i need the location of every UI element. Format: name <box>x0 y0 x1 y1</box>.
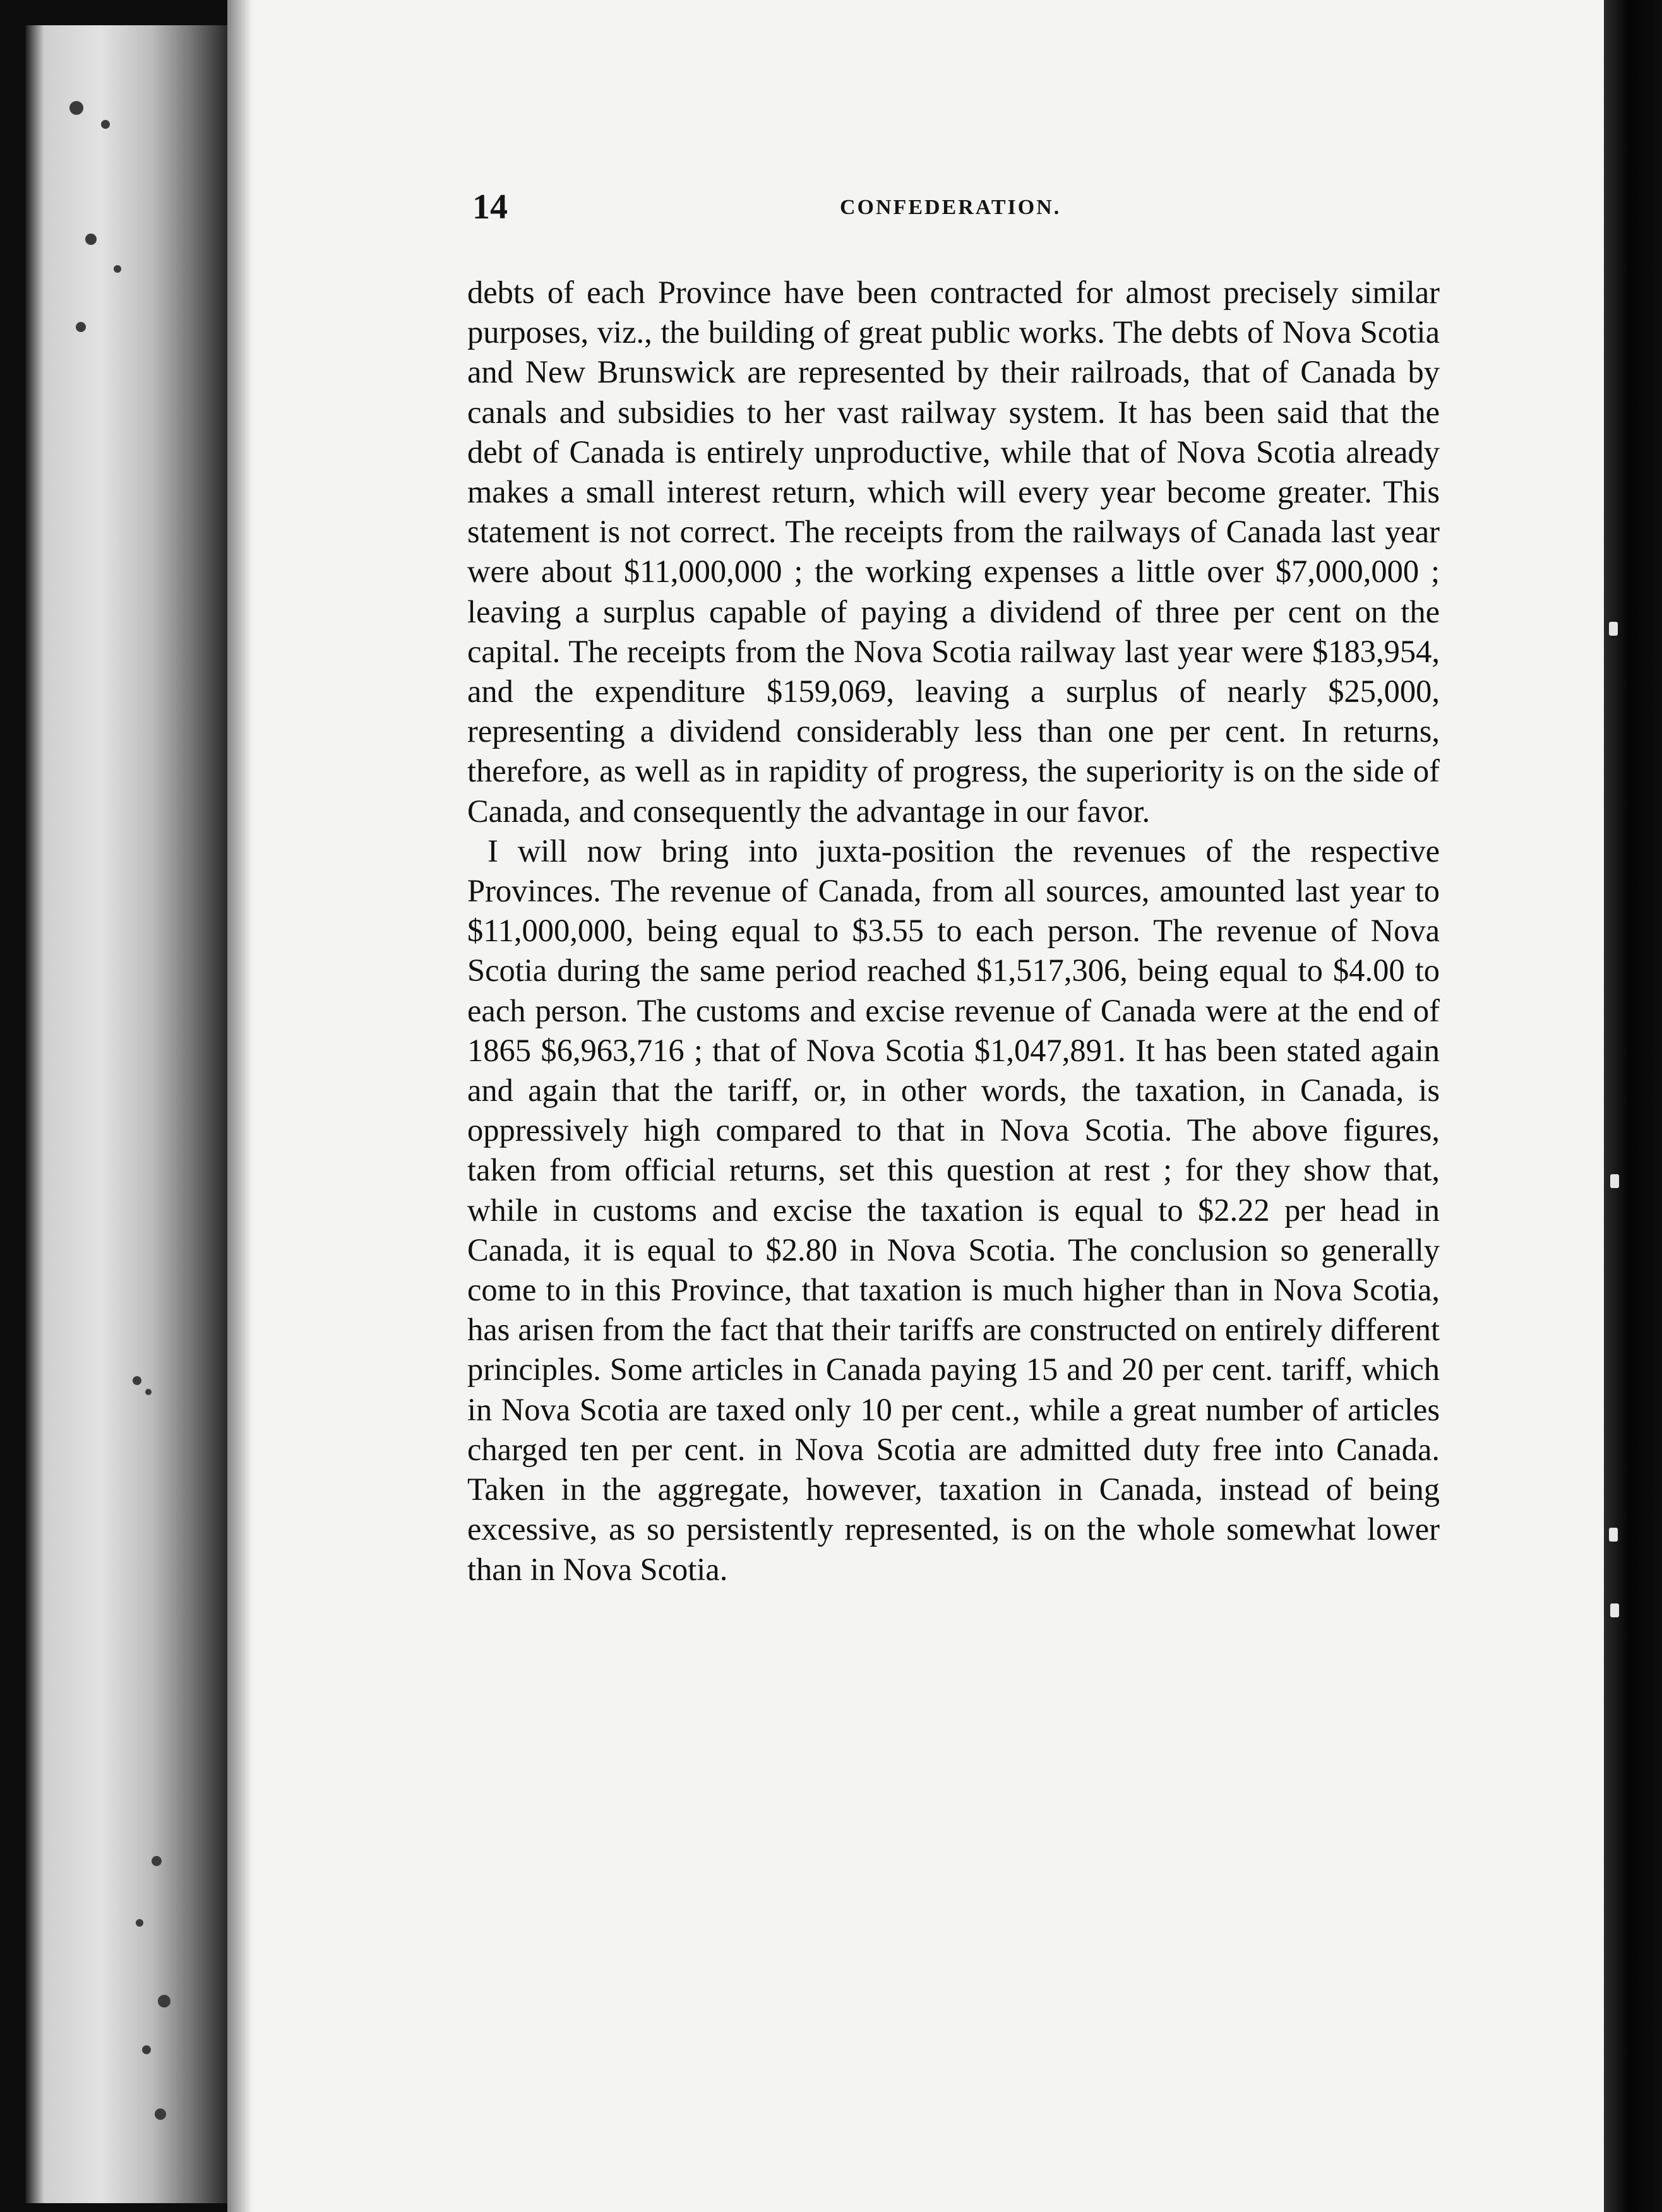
body-text <box>467 273 1440 1590</box>
paragraph: debts of each Province have been contracted for almost precisely similar purposes, viz., the building of great public works. The debts of Nova Scotia and New Brunswick are represented by their railroads, that of Canada by canals and subsidies to her vast railway system. It has been said that the debt of Canada is entirely unproductive, while that of Nova Scotia already makes a small interest return, which will every year become greater. This statement is not correct. The receipts from the railways of Canada last year were about $11,000,000 ; the working expenses a little over $7,000,000 ; leaving a surplus capable of paying a dividend of three per cent on the capital. The receipts from the Nova Scotia railway last year were $183,954, and the expenditure $159,069, leaving a surplus of nearly $25,000, representing a dividend considerably less than one per cent. In returns, therefore, as well as in rapidity of progress, the superiority is on the side of Canada, and consequently the advantage in our favor. <box>467 275 1440 829</box>
paragraph: I will now bring into juxta-position the revenues of the respective Provinces. The revenue of Canada, from all sources, amounted last year to $11,000,000, being equal to $3.55 to each person. The revenue of Nova Scotia during the same period reached $1,517,306, being equal to $4.00 to each person. The customs and excise revenue of Canada were at the end of 1865 $6,963,716 ; that of Nova Scotia $1,047,891. It has been stated again and again that the tariff, or, in other words, the taxation, in Canada, is oppressively high compared to that in Nova Scotia. The above figures, taken from official returns, set this question at rest ; for they show that, while in customs and excise the taxation is equal to $2.22 per head in Canada, it is equal to $2.80 in Nova Scotia. The conclusion so generally come to in this Province, that taxation is much higher than in Nova Scotia, has arisen from the fact that their tariffs are constructed on entirely different principles. Some articles in Canada paying 15 and 20 per cent. tariff, which in Nova Scotia are taxed only 10 per cent., while a great number of articles charged ten per cent. in Nova Scotia are admitted duty free into Canada. Taken in the aggregate, however, taxation in Canada, instead of being excessive, as so persistently represented, is on the whole somewhat lower than in Nova Scotia. <box>467 833 1440 1587</box>
right-page-edge <box>1604 0 1662 2212</box>
book-binding-edge <box>25 25 227 2203</box>
page-number: 14 <box>472 187 508 227</box>
page-header <box>472 187 1445 237</box>
running-head: CONFEDERATION. <box>840 196 1061 219</box>
page-gutter-shadow <box>227 0 253 2212</box>
